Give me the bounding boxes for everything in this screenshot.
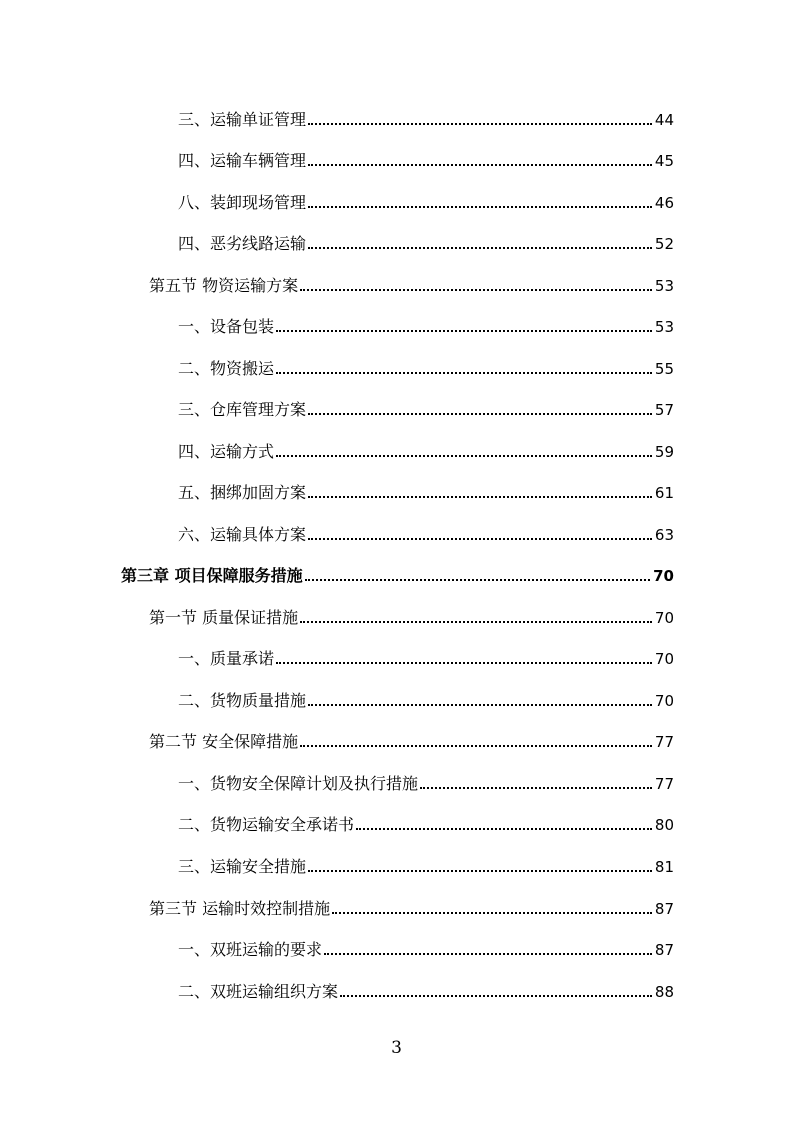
- toc-entry-title: 五、捆绑加固方案: [178, 483, 307, 502]
- toc-entry-page: 70: [654, 692, 674, 710]
- toc-entry-page: 57: [654, 401, 674, 419]
- toc-entry-title: 一、货物安全保障计划及执行措施: [178, 774, 419, 793]
- toc-entry-title: 三、运输安全措施: [178, 857, 307, 876]
- toc-entry[interactable]: [178, 766, 674, 794]
- toc-leader-dots: [300, 744, 652, 747]
- toc-entry-page: 61: [654, 484, 674, 502]
- toc-entry[interactable]: [178, 807, 674, 835]
- toc-leader-dots: [420, 786, 652, 789]
- toc-leader-dots: [276, 329, 652, 332]
- toc-entry[interactable]: [178, 932, 674, 960]
- toc-entry-title: 第五节 物资运输方案: [149, 276, 299, 295]
- toc-leader-dots: [324, 952, 652, 955]
- toc-entry-page: 63: [654, 526, 674, 544]
- toc-entry-page: 59: [654, 443, 674, 461]
- toc-entry[interactable]: [178, 641, 674, 669]
- toc-entry-title: 二、双班运输组织方案: [178, 982, 339, 1001]
- toc-leader-dots: [276, 661, 652, 664]
- toc-leader-dots: [308, 495, 652, 498]
- toc-entry[interactable]: [178, 351, 674, 379]
- toc-leader-dots: [300, 620, 652, 623]
- toc-leader-dots: [276, 371, 652, 374]
- toc-entry-page: 55: [654, 360, 674, 378]
- toc-entry-page: 88: [654, 983, 674, 1001]
- toc-entry[interactable]: [178, 309, 674, 337]
- toc-entry[interactable]: [149, 600, 674, 628]
- toc-entry-title: 一、双班运输的要求: [178, 940, 323, 959]
- toc-entry-title: 一、质量承诺: [178, 649, 275, 668]
- toc-leader-dots: [332, 911, 652, 914]
- toc-entry-page: 52: [654, 235, 674, 253]
- toc-entry-title: 第二节 安全保障措施: [149, 732, 299, 751]
- toc-entry-title: 第一节 质量保证措施: [149, 608, 299, 627]
- toc-entry[interactable]: [178, 185, 674, 213]
- toc-entry-title: 三、运输单证管理: [178, 110, 307, 129]
- toc-entry-title: 三、仓库管理方案: [178, 400, 307, 419]
- toc-leader-dots: [340, 994, 652, 997]
- toc-entry-title: 第三章 项目保障服务措施: [121, 566, 303, 585]
- toc-entry-page: 70: [654, 650, 674, 668]
- toc-entry-title: 四、恶劣线路运输: [178, 234, 307, 253]
- toc-entry[interactable]: [178, 974, 674, 1002]
- toc-leader-dots: [308, 205, 652, 208]
- toc-entry-title: 一、设备包装: [178, 317, 275, 336]
- toc-entry-page: 87: [654, 941, 674, 959]
- toc-entry[interactable]: [178, 517, 674, 545]
- toc-leader-dots: [308, 122, 652, 125]
- toc-leader-dots: [300, 288, 652, 291]
- toc-entry-page: 87: [654, 900, 674, 918]
- toc-entry[interactable]: [178, 226, 674, 254]
- toc-entry-title: 第三节 运输时效控制措施: [149, 899, 331, 918]
- toc-entry-page: 77: [654, 775, 674, 793]
- toc-entry-title: 二、货物运输安全承诺书: [178, 815, 355, 834]
- toc-entry[interactable]: [149, 891, 674, 919]
- toc-entry-page: 53: [654, 277, 674, 295]
- toc-leader-dots: [308, 246, 652, 249]
- toc-entry[interactable]: [178, 392, 674, 420]
- toc-entry[interactable]: [178, 849, 674, 877]
- toc-entry-title: 二、物资搬运: [178, 359, 275, 378]
- toc-leader-dots: [356, 827, 652, 830]
- toc-entry[interactable]: [178, 143, 674, 171]
- toc-leader-dots: [305, 578, 651, 581]
- toc-entry[interactable]: [149, 268, 674, 296]
- toc-entry-title: 四、运输方式: [178, 442, 275, 461]
- toc-entry-page: 53: [654, 318, 674, 336]
- toc-leader-dots: [308, 163, 652, 166]
- toc-entry[interactable]: [178, 683, 674, 711]
- toc-entry-page: 70: [654, 609, 674, 627]
- toc-entry-page: 80: [654, 816, 674, 834]
- toc-leader-dots: [308, 412, 652, 415]
- toc-entry-title: 六、运输具体方案: [178, 525, 307, 544]
- toc-entry-page: 77: [654, 733, 674, 751]
- toc-entry-title: 二、货物质量措施: [178, 691, 307, 710]
- toc-entry-page: 81: [654, 858, 674, 876]
- toc-entry-page: 46: [654, 194, 674, 212]
- toc-entry-title: 八、装卸现场管理: [178, 193, 307, 212]
- toc-leader-dots: [308, 869, 652, 872]
- toc-entry-page: 70: [653, 567, 674, 585]
- toc-entry[interactable]: [178, 434, 674, 462]
- toc-leader-dots: [308, 703, 652, 706]
- page-number: 3: [391, 1038, 402, 1058]
- toc-entry[interactable]: [178, 475, 674, 503]
- toc-entry-page: 45: [654, 152, 674, 170]
- toc-entry-title: 四、运输车辆管理: [178, 151, 307, 170]
- toc-entry-page: 44: [654, 111, 674, 129]
- toc-leader-dots: [276, 454, 652, 457]
- toc-entry[interactable]: [149, 724, 674, 752]
- toc-leader-dots: [308, 537, 652, 540]
- toc-entry[interactable]: [178, 102, 674, 130]
- toc-chapter-entry[interactable]: [121, 558, 674, 586]
